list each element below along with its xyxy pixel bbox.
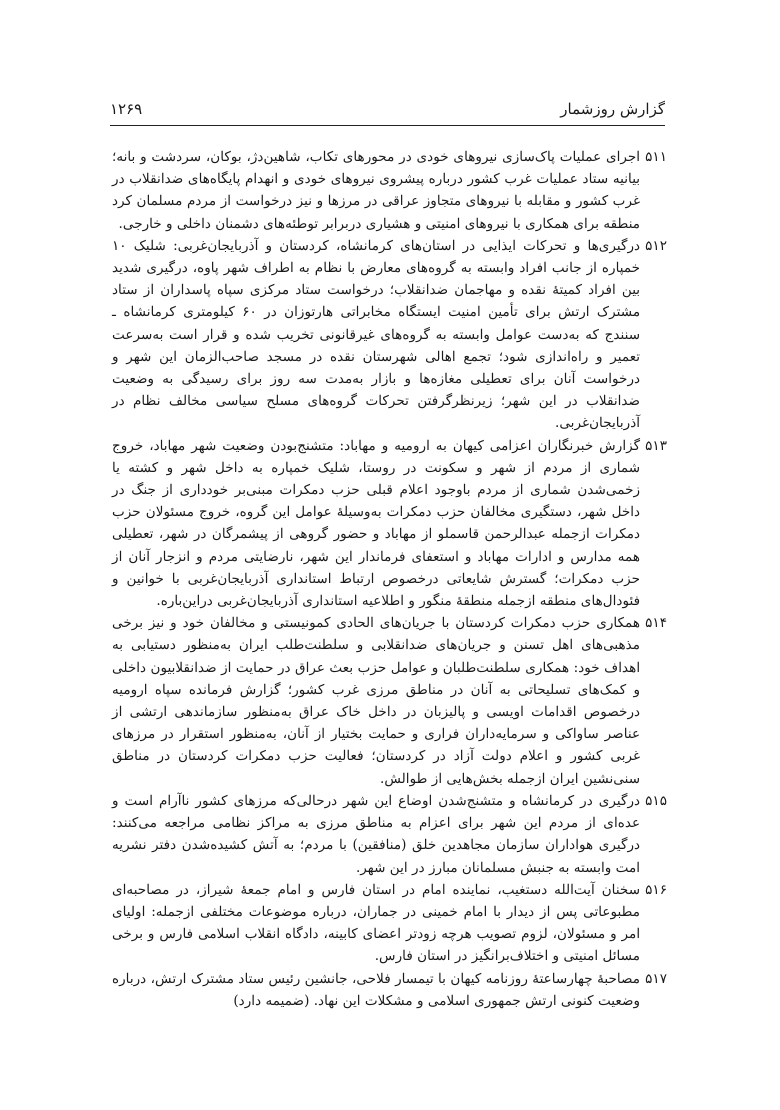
page-header bbox=[110, 90, 665, 118]
entry-number: ۵۱۴ bbox=[645, 615, 667, 632]
entry-515 bbox=[112, 790, 667, 879]
entry-text: همکاری حزب دمکرات کردستان با جریان‌های الحادی کمونیستی و مخالفان خود و نیز برخی مذهبی‌های اهل تسنن و جریان‌های ضدانقلابی و سلطنت‌طلب ایران به‌منظور دستیابی به اهداف خود: همکاری سلطنت‌طلبان و عوامل حزب بعث عراق در حمایت از ضدانقلابیون داخلی و کمک‌های تسلیحاتی به آنان در مناطق مرزی غرب کشور؛ گزارش فرمانده سپاه ارومیه درخصوص اقدامات اویسی و پالیزبان در داخل خاک عراق به‌منظور سازماندهی ارتشی از عناصر ساواکی و سرمایه‌داران فراری و حمایت بختیار از آنان، به‌منظور استقرار در مرزهای غربی کشور و اعلام دولت آزاد در کردستان؛ فعالیت حزب دمکرات کردستان در مناطق سنی‌نشین ایران ازجمله بخش‌هایی از طوالش. bbox=[112, 615, 641, 787]
entry-512 bbox=[112, 235, 667, 435]
entry-number: ۵۱۷ bbox=[645, 970, 667, 987]
entry-number: ۵۱۶ bbox=[645, 881, 667, 898]
entry-number: ۵۱۵ bbox=[645, 792, 667, 809]
entry-511 bbox=[112, 146, 667, 235]
entry-number: ۵۱۱ bbox=[645, 149, 667, 165]
entry-513 bbox=[112, 435, 667, 613]
entry-text: درگیری در کرمانشاه و متشنج‌شدن اوضاع این شهر درحالی‌که مرزهای کشور ناآرام است و عده‌ای از مردم این شهر برای اعزام به مناطق مرزی به مراکز نظامی مراجعه می‌کنند: درگیری هواداران سازمان مجاهدین خلق (منافقین) با مردم؛ به آتش کشیده‌شدن دفتر نشریه امت وابسته به جنبش مسلمانان مبارز در این شهر. bbox=[112, 792, 641, 876]
header-rule bbox=[110, 125, 665, 126]
entry-text: درگیری‌ها و تحرکات ایذایی در استان‌های کرمانشاه، کردستان و آذربایجان‌غربی: شلیک ۱۰ خمپاره از جانب افراد وابسته به گروه‌های معارض با نظام به اطراف شهر پاوه، درگیری شدید بین افراد کمیتهٔ نقده و مهاجمان ضدانقلاب؛ درخواست ستاد مرکزی سپاه پاسداران از ستاد مشترک ارتش برای تأمین امنیت ایستگاه مخابراتی هارتوزان در ۶۰ کیلومتری کرمانشاه ـ سنندج که به‌دست عوامل وابسته به گروه‌های غیرقانونی تخریب شده و قرار است به‌سرعت تعمیر و راه‌اندازی شود؛ تجمع اهالی شهرستان نقده در مسجد صاحب‌الزمان این شهر و درخواست آنان برای تعطیلی مغازه‌ها و بازار به‌مدت سه روز برای رسیدگی به وضعیت ضدانقلاب در این شهر؛ زیرنظرگرفتن تحرکات گروه‌های مسلح سیاسی مخالف نظام در آذربایجان‌غربی. bbox=[112, 237, 641, 432]
running-title: گزارش روزشمار bbox=[560, 100, 665, 118]
entry-text: مصاحبهٔ چهارساعتهٔ روزنامه کیهان با تیمسار فلاحی، جانشین رئیس ستاد مشترک ارتش، درباره وضعیت کنونی ارتش جمهوری اسلامی و مشکلات این نهاد. (ضمیمه دارد) bbox=[112, 970, 641, 1009]
entries-list bbox=[112, 146, 667, 1012]
entry-514 bbox=[112, 612, 667, 790]
entry-number: ۵۱۳ bbox=[645, 437, 667, 454]
entry-text: گزارش خبرنگاران اعزامی کیهان به ارومیه و مهاباد: متشنج‌بودن وضعیت شهر مهاباد، خروج شماری از مردم از شهر و سکونت در روستا، شلیک خمپاره به داخل شهر و کشته یا زخمی‌شدن شماری از مردم باوجود اعلام قبلی حزب دمکرات مبنی‌بر خودداری از جنگ در داخل شهر، دستگیری مخالفان حزب دمکرات به‌وسیلهٔ عوامل این گروه، خروج مسئولان حزب دمکرات ازجمله عبدالرحمن قاسملو از مهاباد و حضور گروهی از پیشمرگان در شهر، تعطیلی همه مدارس و ادارات مهاباد و استعفای فرماندار این شهر، نارضایتی مردم و انزجار آنان از حزب دمکرات؛ گسترش شایعاتی درخصوص ارتباط استانداری آذربایجان‌غربی با خوانین و فئودال‌های منطقه ازجمله منطقهٔ منگور و اطلاعیه استانداری آذربایجان‌غربی دراین‌باره. bbox=[112, 437, 641, 610]
page-number: ۱۲۶۹ bbox=[110, 100, 143, 118]
entry-number: ۵۱۲ bbox=[645, 237, 667, 254]
entry-text: اجرای عملیات پاک‌سازی نیروهای خودی در محورهای تکاب، شاهین‌دژ، بوکان، سردشت و بانه؛ بیانیه ستاد عملیات غرب کشور درباره پیشروی نیروهای خودی و انهدام پایگاه‌های ضدانقلاب در غرب کشور و مقابله با نیروهای متجاوز عراقی در مرزها و نیز درخواست از مردم مسلمان کرد منطقه برای همکاری با نیروهای امنیتی و هشیاری دربرابر توطئه‌های دشمنان داخلی و خارجی. bbox=[112, 149, 641, 232]
entry-516 bbox=[112, 879, 667, 968]
entry-text: سخنان آیت‌الله دستغیب، نماینده امام در استان فارس و امام جمعهٔ شیراز، در مصاحبه‌ای مطبوعاتی پس از دیدار با امام خمینی در جماران، درباره موضوعات مختلفی ازجمله: اولیای امر و مسئولان، لزوم تصویب هرچه زودتر اعضای کابینه، دادگاه انقلاب اسلامی فارس و برخی مسائل امنیتی و اختلاف‌برانگیز در استان فارس. bbox=[112, 881, 641, 965]
entry-517 bbox=[112, 968, 667, 1012]
